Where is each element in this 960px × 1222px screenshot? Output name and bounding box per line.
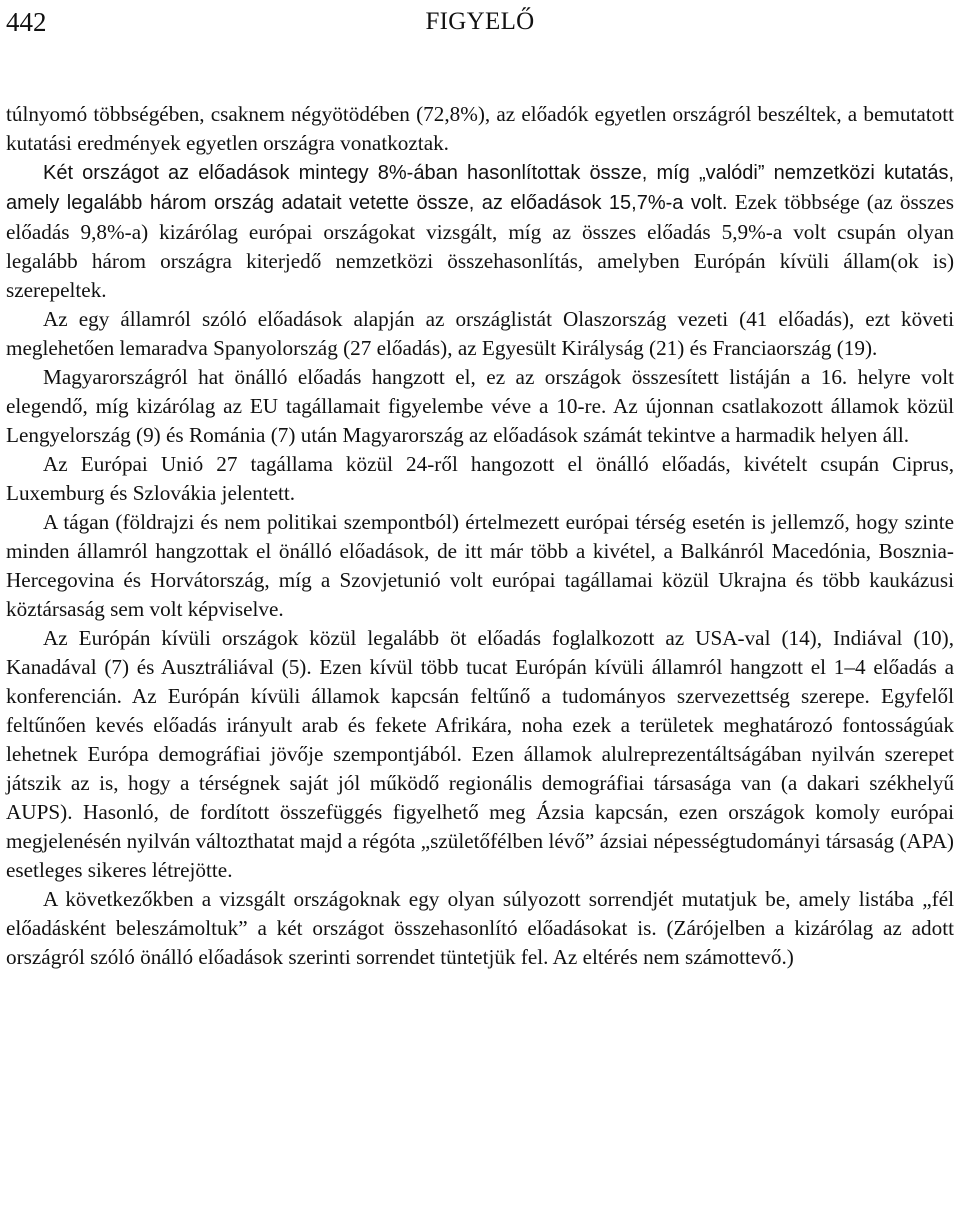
page-number: 442 (6, 7, 47, 37)
paragraph-text: A következőkben a vizsgált országoknak egy olyan súlyozott sorrendjét mutatjuk be, amely listába „fél előadásként beleszámoltuk” a két országot összehasonlító előadásokat is. (Zárójelben a kizárólag az adott országról szóló önálló előadások szerinti sorrendet tüntetjük fel. Az eltérés nem számottevő.) (6, 887, 954, 969)
paragraph (6, 363, 954, 450)
running-head: FIGYELŐ (425, 8, 535, 35)
paragraph (6, 158, 954, 305)
page-header (6, 6, 954, 40)
paragraph (6, 450, 954, 508)
paragraph-text: Az Európán kívüli országok közül legalább öt előadás foglalkozott az USA-val (14), Indiával (10), Kanadával (7) és Ausztráliával (5). Ezen kívül több tucat Európán kívüli államról hangzott el 1–4 előadás a konferencián. Az Európán kívüli államok kapcsán feltűnő a tudományos szervezettség szerepe. Egyfelől feltűnően kevés előadás irányult arab és fekete Afrikára, noha ezek a területek meghatározó fontosságúak lehetnek Európa demográfiai jövője szempontjából. Ezen államok alulreprezentáltságában nyilván szerepet játszik az is, hogy a térségnek saját jól működő regionális demográfiai társasága van (a dakari székhelyű AUPS). Hasonló, de fordított összefüggés figyelhető meg Ázsia kapcsán, ezen országok komoly európai megjelenésén nyilván változthatat majd a régóta „születőfélben lévő” ázsiai népességtudományi társaság (APA) esetleges sikeres létrejötte. (6, 626, 954, 882)
article-body (6, 100, 954, 972)
paragraph-text-sans: Két országot az előadások mintegy 8%-ában hasonlítottak össze, míg „valódi” nemzetközi kutatás, amely legalább három ország adatait vetette össze, az előadások 15,7%-a volt. (6, 162, 954, 214)
paragraph-text: A tágan (földrajzi és nem politikai szempontból) értelmezett európai térség esetén is jellemző, hogy szinte minden államról hangzottak el önálló előadások, de itt már több a kivétel, a Balkánról Macedónia, Bosznia-Hercegovina és Horvátország, míg a Szovjetunió volt európai tagállamai közül Ukrajna és több kaukázusi köztársaság sem volt képviselve. (6, 510, 954, 621)
paragraph-text: túlnyomó többségében, csaknem négyötödében (72,8%), az előadók egyetlen országról beszéltek, a bemutatott kutatási eredmények egyetlen országra vonatkoztak. (6, 102, 954, 155)
paragraph-text: Magyarországról hat önálló előadás hangzott el, ez az országok összesített listáján a 16. helyre volt elegendő, míg kizárólag az EU tagállamait figyelembe véve a 10-re. Az újonnan csatlakozott államok közül Lengyelország (9) és Románia (7) után Magyarország az előadások számát tekintve a harmadik helyen áll. (6, 365, 954, 447)
paragraph (6, 885, 954, 972)
paragraph-text: Ezek többsége (az összes előadás 9,8%-a) kizárólag európai országokat vizsgált, míg az összes előadás 5,9%-a volt csupán olyan legalább három országra kiterjedő nemzetközi összehasonlítás, amelyben Európán kívüli állam(ok is) szerepeltek. (6, 190, 954, 302)
paragraph (6, 508, 954, 624)
paragraph-text: Az egy államról szóló előadások alapján az országlistát Olaszország vezeti (41 előadás), ezt követi meglehetően lemaradva Spanyolország (27 előadás), az Egyesült Királyság (21) és Franciaország (19). (6, 307, 954, 360)
paragraph (6, 624, 954, 885)
paragraph (6, 305, 954, 363)
paragraph-text: Az Európai Unió 27 tagállama közül 24-ről hangozott el önálló előadás, kivételt csupán Ciprus, Luxemburg és Szlovákia jelentett. (6, 452, 954, 505)
paragraph (6, 100, 954, 158)
